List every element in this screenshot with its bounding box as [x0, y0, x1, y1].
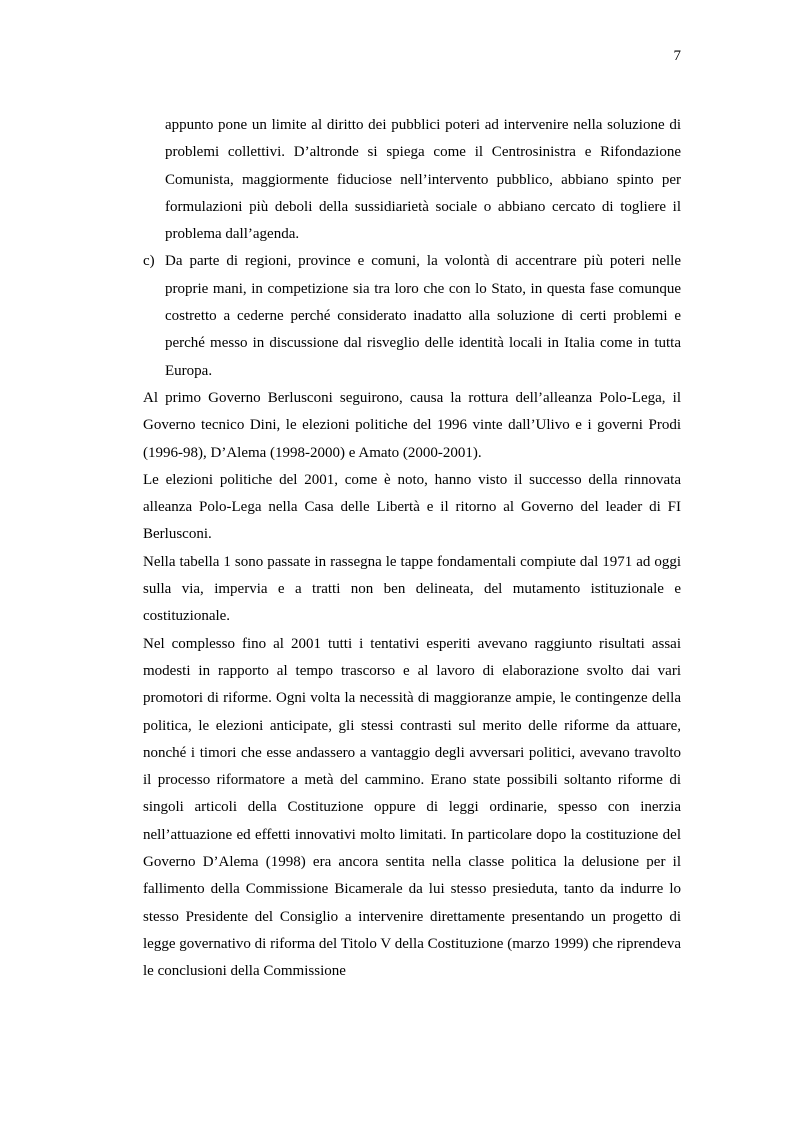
paragraph-reform-attempts: Nel complesso fino al 2001 tutti i tentativi esperiti avevano raggiunto risultati assai modesti in rapporto al tempo trascorso e al lavoro di elaborazione svolto dai vari promotori di riforme. Ogni volta la necessità di maggioranze ampie, le contingenze della politica, le elezioni anticipate, gli stessi contrasti sul merito delle riforme da attuare, nonché i timori che esse andassero a vantaggio degli avversari politici, avevano travolto il processo riformatore a metà del cammino. Erano state possibili soltanto riforme di singoli articoli della Costituzione oppure di leggi ordinarie, spesso con inerzia nell’attuazione ed effetti innovativi molto limitati. In particolare dopo la costituzione del Governo D’Alema (1998) era ancora sentita nella classe politica la delusione per il fallimento della Commissione Bicamerale da lui stesso presieduta, tanto da indurre lo stesso Presidente del Consiglio a intervenire direttamente presentando un progetto di legge governativo di riforma del Titolo V della Costituzione (marzo 1999) che riprendeva le conclusioni della Commissione	[143, 635, 681, 980]
list-continuation-paragraph: appunto pone un limite al diritto dei pubblici poteri ad intervenire nella soluzione di problemi collettivi. D’altronde si spiega come il Centrosinistra e Rifondazione Comunista, maggiormente fiduciose nell’intervento pubblico, abbiano spinto per formulazioni più deboli della sussidiarietà sociale o abbiano cercato di togliere il problema dall’agenda.	[165, 117, 681, 243]
paragraph-governments: Al primo Governo Berlusconi seguirono, causa la rottura dell’alleanza Polo-Lega, il Governo tecnico Dini, le elezioni politiche del 1996 vinte dall’Ulivo e i governi Prodi (1996-98), D’Alema (1998-2000) e Amato (2000-2001).	[143, 389, 681, 461]
paragraph-elections-2001: Le elezioni politiche del 2001, come è noto, hanno visto il successo della rinnovata alleanza Polo-Lega nella Casa delle Libertà e il ritorno al Governo del leader di FI Berlusconi.	[143, 471, 681, 543]
list-item-c	[143, 248, 681, 384]
list-marker: c)	[143, 253, 155, 270]
paragraph-table-reference: Nella tabella 1 sono passate in rassegna le tappe fondamentali compiute dal 1971 ad oggi sulla via, impervia e a tratti non ben delineata, del mutamento istituzionale e costituzionale.	[143, 553, 681, 625]
body-text	[143, 112, 681, 986]
list-item-text: Da parte di regioni, province e comuni, la volontà di accentrare più poteri nelle proprie mani, in competizione sia tra loro che con lo Stato, in questa fase comunque costretto a cederne perché considerato inadatto alla soluzione di certi problemi e perché messo in discussione dal risveglio delle identità locali in Italia come in tutta Europa.	[165, 253, 681, 379]
page-number: 7	[673, 48, 681, 64]
